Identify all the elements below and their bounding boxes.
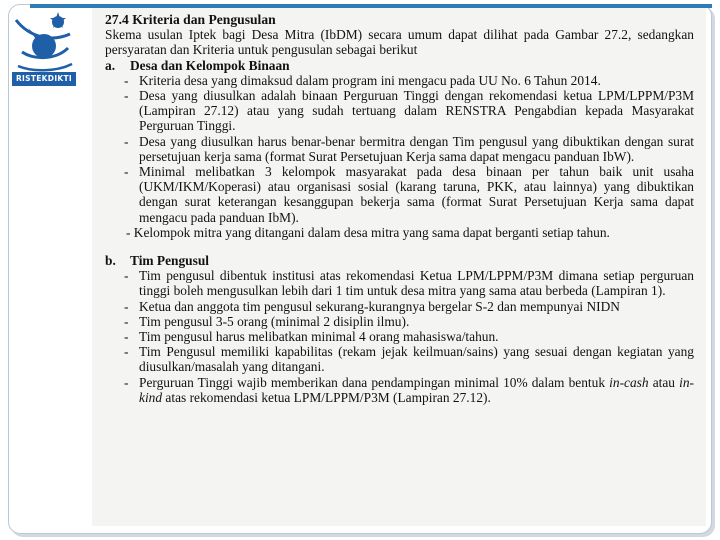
list-item: - Tim pengusul dibentuk institusi atas rekomendasi Ketua LPM/LPPM/P3M dimana setiap perguruan tinggi boleh mengusulkan lebih dari 1 tim untuk desa mitra yang sama atau berbeda (Lampiran 1).	[124, 268, 694, 298]
section-a-tail: - Kelompok mitra yang ditangani dalam desa mitra yang sama dapat berganti setiap tahun.	[126, 224, 610, 240]
section-a-title	[105, 58, 706, 73]
list-item: - Desa yang diusulkan harus benar-benar bermitra dengan Tim pengusul yang dibuktikan dengan surat persetujuan kerja sama (format Surat Persetujuan Kerja sama dapat mengacu panduan IbW).	[124, 134, 694, 164]
list-item-funding	[124, 375, 694, 405]
list-item: - Tim Pengusul memiliki kapabilitas (rekam jejak keilmuan/sains) yang sesuai dengan kegiatan yang diusulkan/masalah yang ditangani.	[124, 344, 694, 374]
list-item: - Kriteria desa yang dimaksud dalam program ini mengacu pada UU No. 6 Tahun 2014.	[124, 73, 694, 88]
section-a-title-text: Desa dan Kelompok Binaan	[130, 57, 290, 73]
intro-paragraph: Skema usulan Iptek bagi Desa Mitra (IbDM) secara umum dapat dilihat pada Gambar 27.2, sedangkan persyaratan dan Kriteria untuk pengusulan sebagai berikut	[105, 27, 694, 58]
funding-text-mid: atau	[648, 374, 680, 390]
section-heading: 27.4 Kriteria dan Pengusulan	[105, 12, 276, 27]
section-b-title-text: Tim Pengusul	[130, 253, 210, 269]
funding-text-pre: Perguruan Tinggi wajib memberikan dana pendampingan minimal 10% dalam bentuk	[139, 374, 610, 390]
funding-text-post: atas rekomendasi ketua LPM/LPPM/P3M (Lampiran 27.12).	[162, 389, 491, 405]
document-page	[92, 8, 706, 526]
list-item: - Tim pengusul 3-5 orang (minimal 2 disiplin ilmu).	[124, 314, 694, 329]
funding-in-cash: in-cash	[609, 374, 649, 390]
section-a-list	[105, 73, 694, 225]
section-b-list	[105, 268, 694, 405]
section-a-number: a.	[105, 57, 116, 73]
list-item: - Tim pengusul harus melibatkan minimal 4 orang mahasiswa/tahun.	[124, 329, 694, 344]
section-b-title	[105, 253, 706, 268]
list-item: - Desa yang diusulkan adalah binaan Perguruan Tinggi dengan rekomendasi ketua LPM/LPPM/P3M (Lampiran 27.12) atau yang sudah tertuang dalam RENSTRA Pengabdian kepada Masyarakat Perguruan Tinggi.	[124, 88, 694, 134]
funding-in-kind: in-kind	[139, 374, 695, 405]
logo-label: RISTEKDIKTI	[12, 72, 76, 86]
list-item: - Ketua dan anggota tim pengusul sekurang-kurangnya bergelar S-2 dan mempunyai NIDN	[124, 299, 694, 314]
list-item: - Minimal melibatkan 3 kelompok masyarakat pada desa binaan per tahun baik unit usaha (UKM/IKM/Koperasi) atau organisasi sosial (karang taruna, PKK, atau lainnya) yang dibuktikan dengan surat keterangan kesanggupan bekerja sama (format Surat Persetujuan Kerja sama dapat mengacu pada panduan IbM).	[124, 164, 694, 225]
section-b-number: b.	[105, 253, 116, 269]
